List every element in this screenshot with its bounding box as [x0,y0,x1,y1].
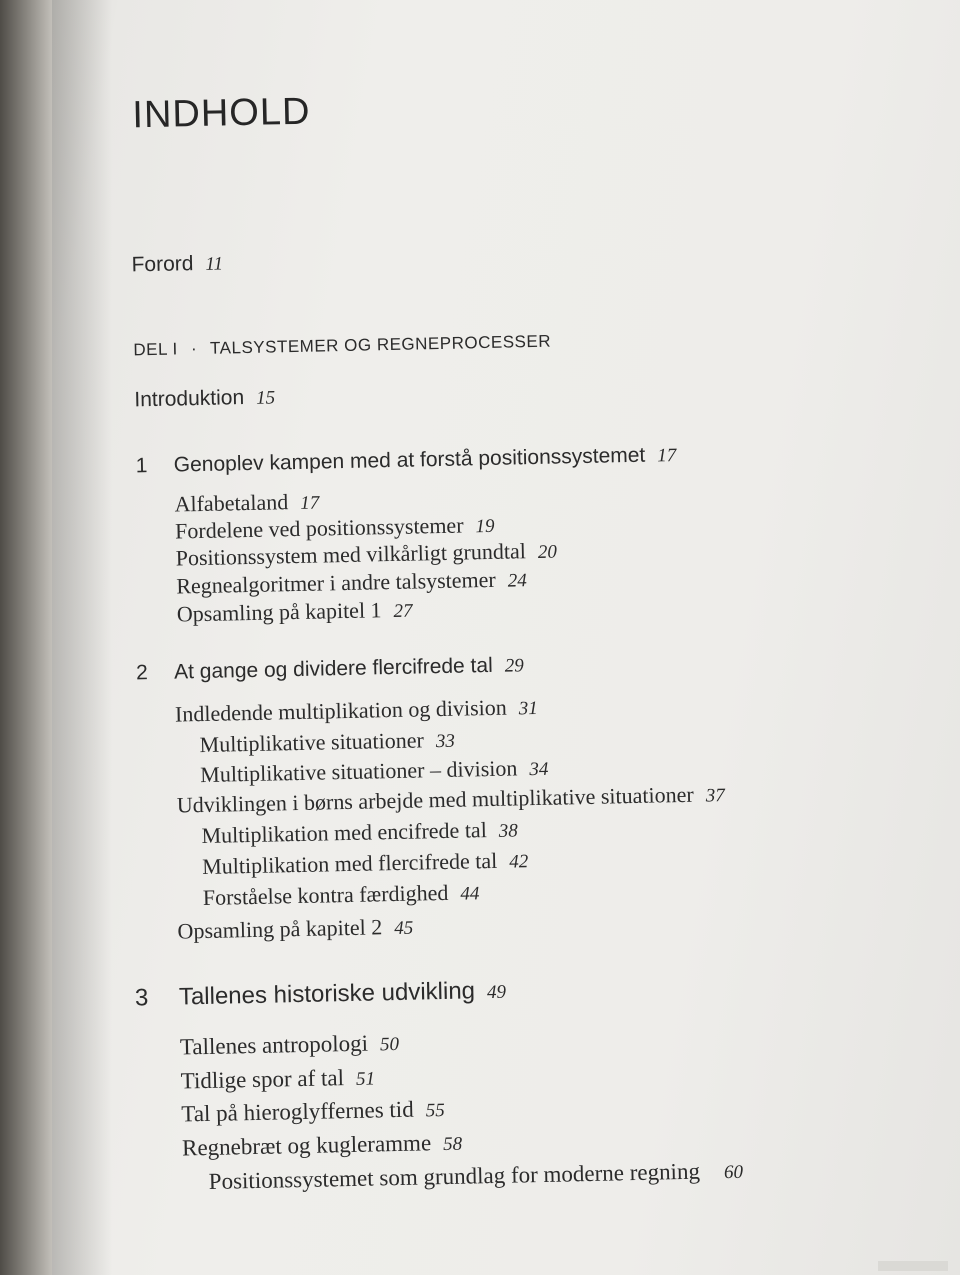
toc-subsection: Multiplikative situationer 33 [199,727,456,758]
toc-section: Udviklingen i børns arbejde med multiplikative situationer 37 [176,781,725,818]
page-content [52,0,960,1275]
chapter-number: 3 [134,984,149,1012]
toc-section: Indledende multiplikation og division 31 [174,694,538,727]
chapter-heading-1 [136,443,677,478]
toc-section: Tal på hieroglyffernes tid 55 [181,1096,445,1127]
page-edge-mark [878,1261,948,1271]
toc-label: Introduktion [134,386,245,412]
chapter-title: At gange og dividere flercifrede tal [173,653,493,684]
book-page [52,0,960,1275]
toc-subsection: Positionssystemet som grundlag for moderne regning 60 [208,1158,744,1194]
toc-page-number: 29 [504,655,524,677]
toc-page-number: 15 [255,387,276,409]
page-title: INDHOLD [131,90,311,137]
toc-label: Forord [131,252,194,277]
toc-page-number: 49 [486,981,507,1004]
toc-subsection: Multiplikative situationer – division 34 [199,755,549,788]
toc-section: Tidlige spor af tal 51 [180,1065,376,1094]
toc-entry-introduktion [134,385,275,412]
toc-page-number: 11 [205,253,224,275]
toc-section: Positionssystem med vilkårligt grundtal 20 [175,538,558,571]
toc-entry-forord [131,251,223,277]
chapter-title: Genoplev kampen med at forstå positionssystemet [173,443,646,477]
toc-section: Fordelene ved positionssystemer 19 [174,512,495,544]
chapter-number: 2 [135,661,149,685]
part-heading [133,332,551,361]
toc-section: Regnealgoritmer i andre talsystemer 24 [176,566,527,599]
toc-page-number: 17 [657,445,677,467]
toc-subsection: Multiplikation med encifrede tal 38 [201,817,519,849]
toc-section: Tallenes antropologi 50 [179,1030,400,1060]
chapter-title: Tallenes historiske udvikling [178,977,476,1011]
chapter-heading-2 [136,653,524,685]
part-separator: · [190,339,198,359]
toc-section: Opsamling på kapitel 1 27 [176,597,413,627]
toc-section: Regnebræt og kugleramme 58 [181,1130,463,1161]
toc-subsection: Multiplikation med flercifrede tal 42 [201,847,529,880]
chapter-number: 1 [135,454,148,478]
toc-section: Alfabetaland 17 [174,489,320,517]
part-label: DEL I [133,339,178,360]
toc-section: Opsamling på kapitel 2 45 [177,914,414,944]
toc-subsection: Forståelse kontra færdighed 44 [202,879,480,911]
part-name: TALSYSTEMER OG REGNEPROCESSER [209,331,552,358]
chapter-heading-3 [135,977,507,1013]
